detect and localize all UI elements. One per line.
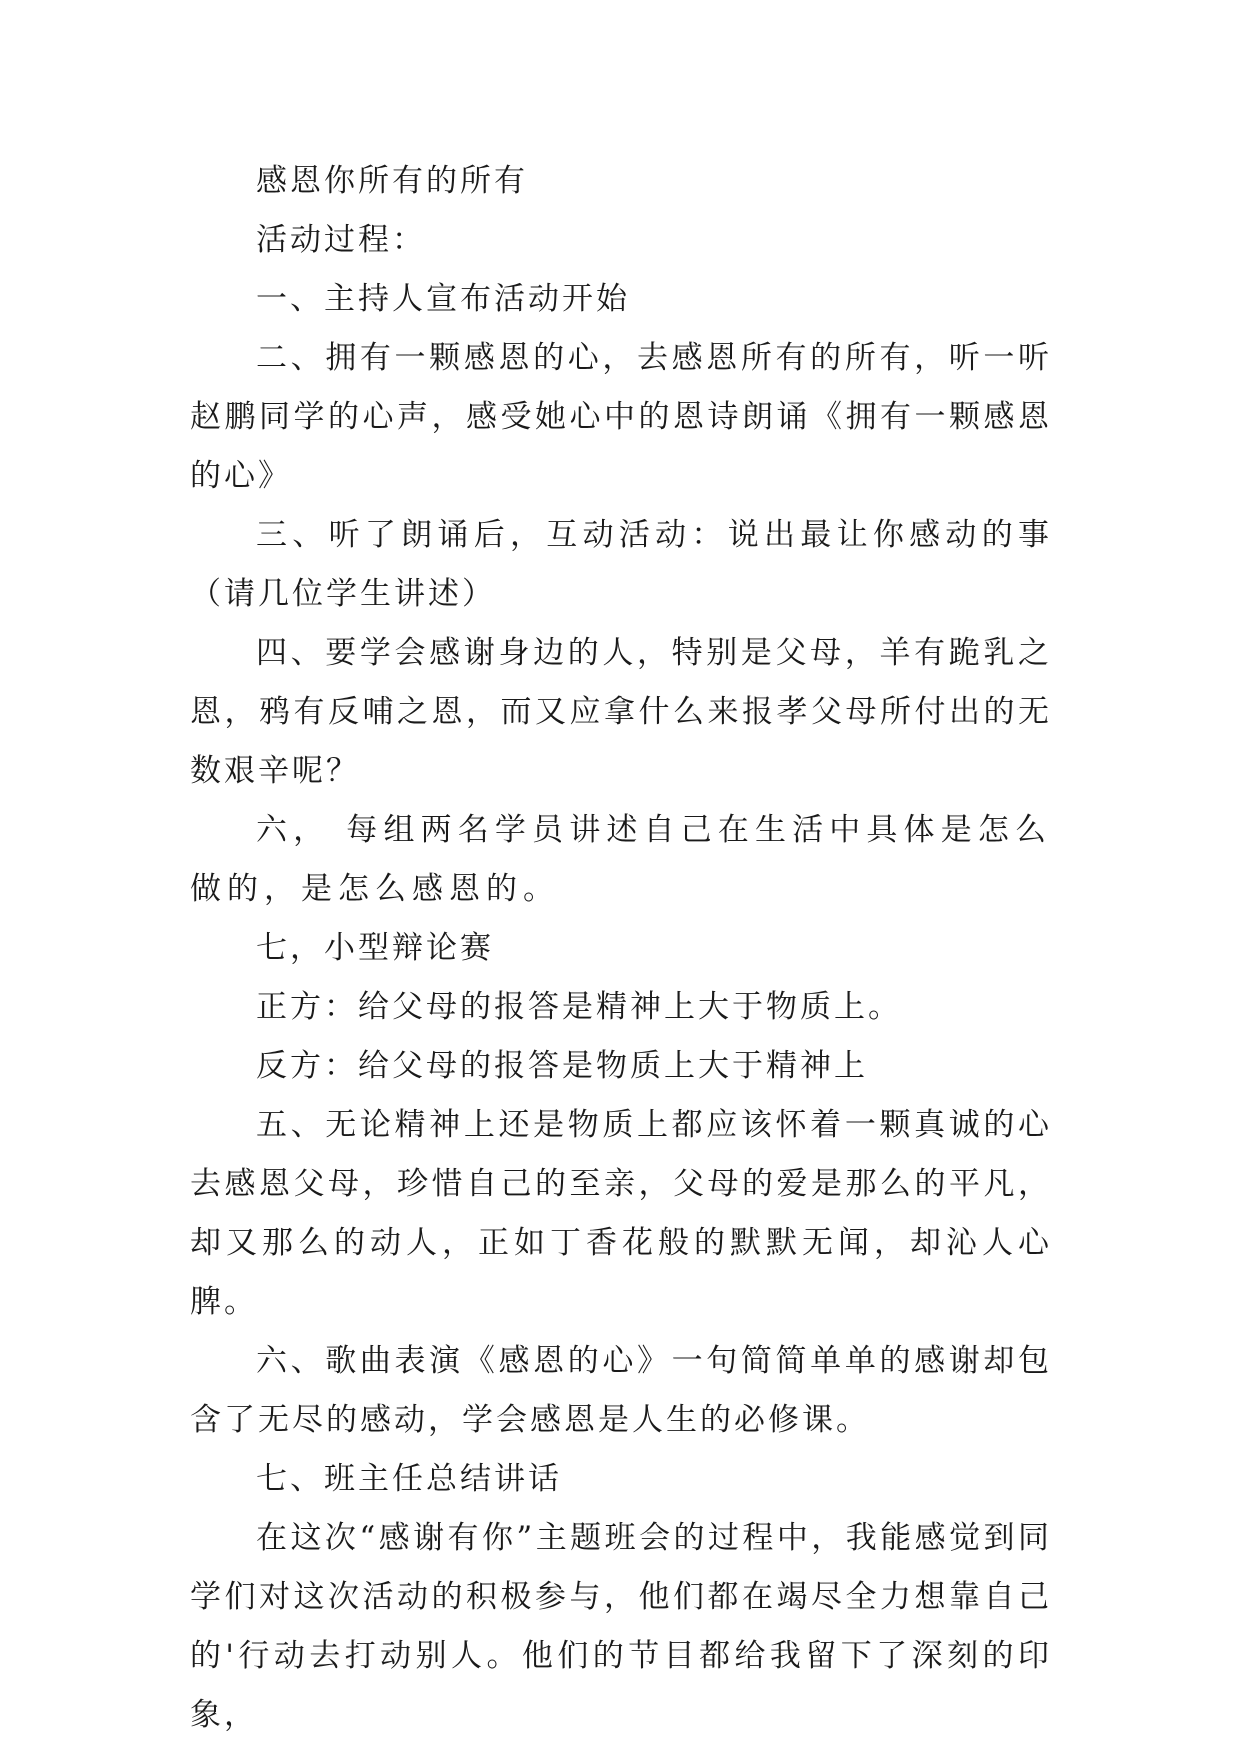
paragraph-summary: 在这次“感谢有你”主题班会的过程中，我能感觉到同学们对这次活动的积极参与，他们都在竭尽全力想靠自己的'行动去打动别人。他们的节目都给我留下了深刻的印象， [190,1520,1052,1733]
paragraph-step-5: 五、无论精神上还是物质上都应该怀着一颗真诚的心去感恩父母，珍惜自己的至亲，父母的爱是那么的平凡，却又那么的动人，正如丁香花般的默默无闻，却沁人心脾。 [190,1107,1052,1320]
document-body [190,152,1052,1745]
paragraph-step-7a: 七，小型辩论赛 [256,930,494,966]
paragraph-negative: 反方：给父母的报答是物质上大于精神上 [256,1048,868,1084]
paragraph-step-1: 一、主持人宣布活动开始 [256,281,630,317]
paragraph-affirmative: 正方：给父母的报答是精神上大于物质上。 [256,989,902,1025]
paragraph-step-7b: 七、班主任总结讲话 [256,1461,562,1497]
paragraph-step-2: 二、拥有一颗感恩的心，去感恩所有的所有，听一听赵鹏同学的心声，感受她心中的恩诗朗诵《拥有一颗感恩的心》 [190,340,1052,494]
paragraph-step-3: 三、听了朗诵后，互动活动：说出最让你感动的事（请几位学生讲述） [190,517,1052,612]
paragraph-step-6b: 六、歌曲表演《感恩的心》一句简简单单的感谢却包含了无尽的感动，学会感恩是人生的必修课。 [190,1343,1052,1438]
paragraph-title: 感恩你所有的所有 [256,163,528,199]
paragraph-step-4: 四、要学会感谢身边的人，特别是父母，羊有跪乳之恩，鸦有反哺之恩，而又应拿什么来报孝父母所付出的无数艰辛呢？ [190,635,1052,789]
paragraph-step-6a: 六， 每组两名学员讲述自己在生活中具体是怎么做的，是怎么感恩的。 [190,812,1052,907]
paragraph-process-heading: 活动过程： [256,222,426,258]
